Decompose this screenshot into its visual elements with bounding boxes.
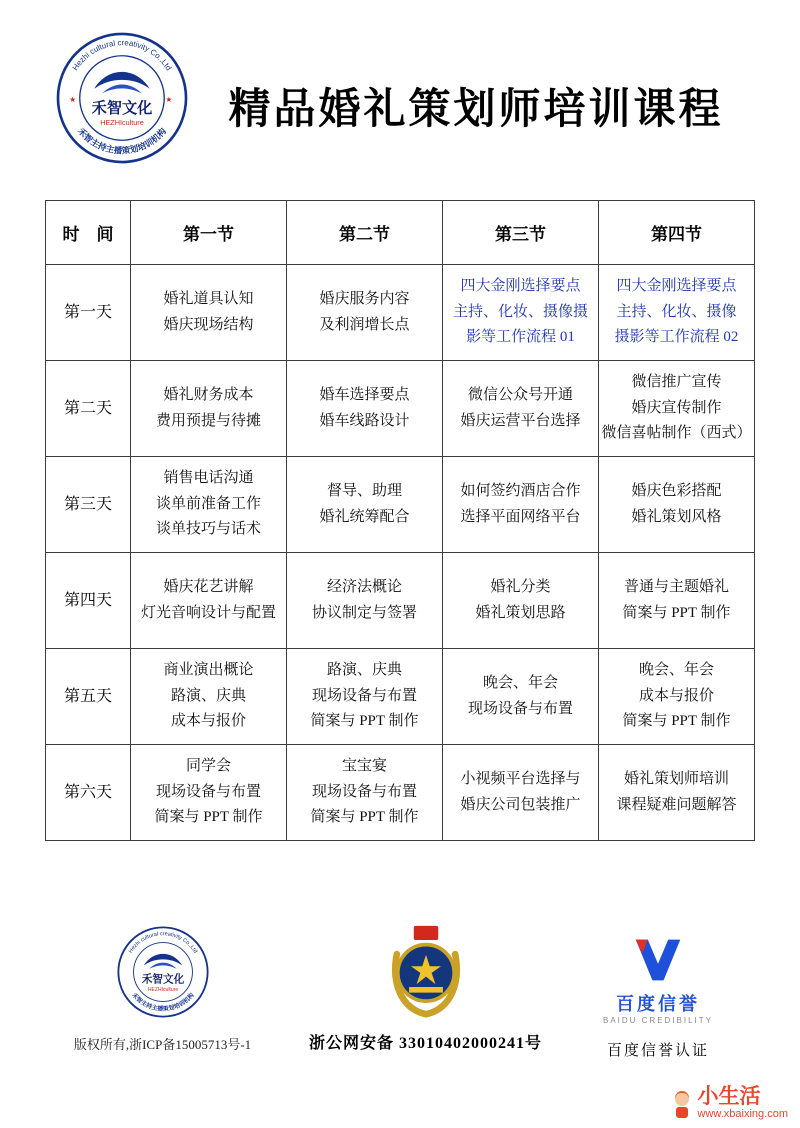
police-badge-icon xyxy=(383,924,469,1018)
page-title: 精品婚礼策划师培训课程 xyxy=(228,87,724,133)
session-cell: 如何签约酒店合作 选择平面网络平台 xyxy=(443,457,599,553)
police-filing-number: 浙公网安备 33010402000241号 xyxy=(308,1035,542,1052)
session-cell: 晚会、年会 成本与报价 简案与 PPT 制作 xyxy=(599,649,755,745)
session-cell: 婚礼策划师培训 课程疑难问题解答 xyxy=(599,745,755,841)
session-cell: 婚庆服务内容 及利润增长点 xyxy=(287,265,443,361)
table-row-day6 xyxy=(46,745,755,841)
session-cell: 婚礼道具认知 婚庆现场结构 xyxy=(131,265,287,361)
table-row-day4 xyxy=(46,553,755,649)
col-header-session4: 第四节 xyxy=(599,201,755,265)
session-cell: 四大金刚选择要点 主持、化妆、摄像摄 影等工作流程 01 xyxy=(443,265,599,361)
svg-text:HEZHIculture: HEZHIculture xyxy=(147,986,178,993)
session-cell: 婚庆色彩搭配 婚礼策划风格 xyxy=(599,457,755,553)
day-cell: 第三天 xyxy=(46,457,131,553)
baidu-credibility-subtitle: BAIDU CREDIBILITY xyxy=(602,1016,713,1025)
day-cell: 第六天 xyxy=(46,745,131,841)
baidu-credibility-icon xyxy=(630,934,686,986)
col-header-time: 时 间 xyxy=(46,201,131,265)
session-cell: 宝宝宴 现场设备与布置 简案与 PPT 制作 xyxy=(287,745,443,841)
col-header-session1: 第一节 xyxy=(131,201,287,265)
session-cell: 销售电话沟通 谈单前准备工作 谈单技巧与话术 xyxy=(131,457,287,553)
star-icon: ★ xyxy=(69,95,76,104)
hezhi-logo xyxy=(56,32,188,164)
session-cell: 婚庆花艺讲解 灯光音响设计与配置 xyxy=(131,553,287,649)
session-cell: 婚车选择要点 婚车线路设计 xyxy=(287,361,443,457)
logo-outer-ring xyxy=(118,927,207,1016)
table-row-day2 xyxy=(46,361,755,457)
session-cell: 四大金刚选择要点 主持、化妆、摄像 摄影等工作流程 02 xyxy=(599,265,755,361)
session-cell: 微信公众号开通 婚庆运营平台选择 xyxy=(443,361,599,457)
table-header-row xyxy=(46,201,755,265)
session-cell: 普通与主题婚礼 简案与 PPT 制作 xyxy=(599,553,755,649)
day-cell: 第四天 xyxy=(46,553,131,649)
svg-text:禾智主持主播策划培训机构: 禾智主持主播策划培训机构 xyxy=(129,992,196,1013)
footer-baidu-block xyxy=(583,934,733,1060)
col-header-session2: 第二节 xyxy=(287,201,443,265)
footer-copyright-block xyxy=(50,926,275,1053)
session-cell: 微信推广宣传 婚庆宣传制作 微信喜帖制作（西式） xyxy=(599,361,755,457)
star-icon: ★ xyxy=(165,95,173,104)
session-cell: 小视频平台选择与 婚庆公司包装推广 xyxy=(443,745,599,841)
session-cell: 同学会 现场设备与布置 简案与 PPT 制作 xyxy=(131,745,287,841)
col-header-session3: 第三节 xyxy=(443,201,599,265)
table-row-day3 xyxy=(46,457,755,553)
session-cell: 婚礼分类 婚礼策划思路 xyxy=(443,553,599,649)
site-watermark xyxy=(671,1085,788,1120)
session-cell: 督导、助理 婚礼统筹配合 xyxy=(287,457,443,553)
svg-text:禾智文化: 禾智文化 xyxy=(141,974,184,986)
day-cell: 第五天 xyxy=(46,649,131,745)
session-cell: 婚礼财务成本 费用预提与待摊 xyxy=(131,361,287,457)
table-row-day1 xyxy=(46,265,755,361)
logo-name: 禾智文化 xyxy=(91,100,153,118)
baidu-credibility-title: 百度信誉 xyxy=(616,994,700,1014)
watermark-site-name: 小生活 xyxy=(697,1084,761,1108)
logo-ring-top-text: Hezhi cultural creativity Co.,Ltd xyxy=(70,38,174,73)
session-cell: 经济法概论 协议制定与签署 xyxy=(287,553,443,649)
hezhi-logo-small xyxy=(117,926,209,1018)
baidu-certification-text: 百度信誉认证 xyxy=(606,1043,709,1059)
session-cell: 晚会、年会 现场设备与布置 xyxy=(443,649,599,745)
footer-police-block xyxy=(298,924,553,1053)
watermark-site-url: www.xbaixing.com xyxy=(697,1107,788,1120)
session-cell: 路演、庆典 现场设备与布置 简案与 PPT 制作 xyxy=(287,649,443,745)
course-schedule-table xyxy=(45,200,755,841)
watermark-mascot-icon xyxy=(671,1090,693,1120)
logo-subtitle: HEZHIculture xyxy=(100,118,144,128)
copyright-text: 版权所有,浙ICP备15005713号-1 xyxy=(73,1037,252,1052)
logo-ring-bottom-text: 禾智主持主播策划培训机构 xyxy=(75,125,169,156)
table-row-day5 xyxy=(46,649,755,745)
svg-text:Hezhi cultural creativity Co.,: Hezhi cultural creativity Co.,Ltd xyxy=(127,931,198,955)
day-cell: 第一天 xyxy=(46,265,131,361)
day-cell: 第二天 xyxy=(46,361,131,457)
session-cell: 商业演出概论 路演、庆典 成本与报价 xyxy=(131,649,287,745)
